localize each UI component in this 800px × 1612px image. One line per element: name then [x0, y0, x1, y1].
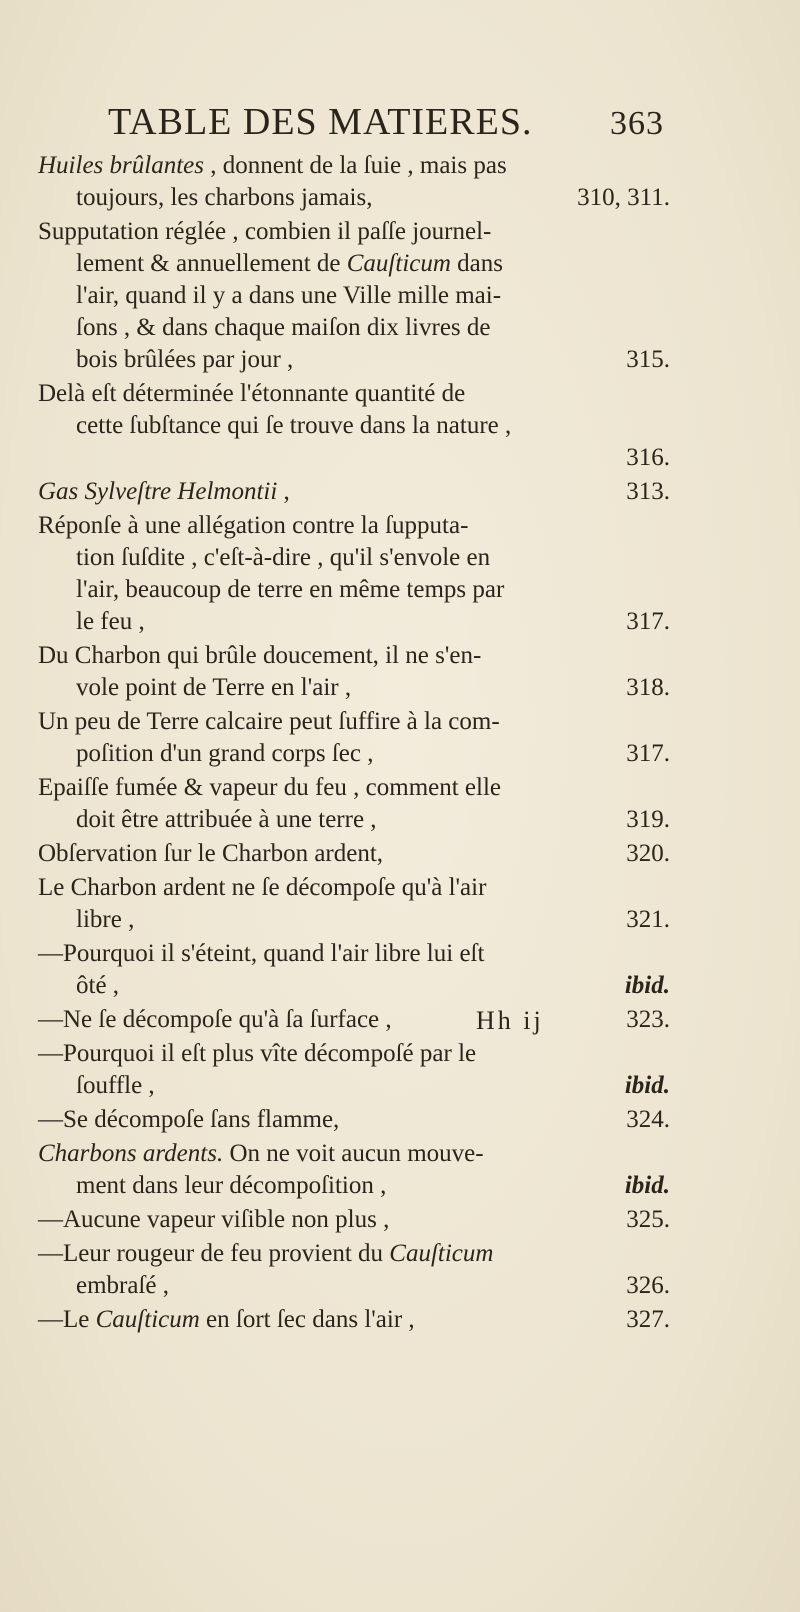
signature-mark: Hh ij	[476, 1006, 544, 1035]
entry-text: bois brûlées par jour ,	[76, 346, 294, 373]
entry-text: doit être attribuée à une terre ,	[76, 806, 377, 833]
index-entry	[38, 872, 670, 936]
entry-text: Supputation réglée , combien il paſſe journel-	[38, 218, 492, 245]
entry-text: Réponſe à une allégation contre la ſupputa-	[38, 512, 469, 539]
entry-text: Un peu de Terre calcaire peut ſuffire à la com-	[38, 708, 500, 735]
entry-page-ref: 327.	[626, 1306, 670, 1333]
entry-text: Huiles brûlantes , donnent de la ſuie , mais pas	[38, 152, 507, 179]
entry-text: —Ne ſe décompoſe qu'à ſa ſurface ,	[38, 1006, 392, 1033]
entry-page-ref: 318.	[626, 674, 670, 701]
index-entry	[38, 1204, 670, 1236]
entry-text: —Aucune vapeur viſible non plus ,	[38, 1206, 390, 1233]
entry-page-ref: 321.	[626, 906, 670, 933]
entry-page-ref: 320.	[626, 840, 670, 867]
entry-text: —Leur rougeur de feu provient du Cauſticum	[38, 1240, 494, 1267]
entry-text: Delà eſt déterminée l'étonnante quantité de	[38, 380, 466, 407]
entry-text: —Le Cauſticum en ſort ſec dans l'air ,	[38, 1306, 415, 1333]
index-entry	[38, 216, 670, 376]
index-entry	[38, 938, 670, 1002]
entry-page-ref: ibid.	[624, 972, 670, 999]
entry-text: Epaiſſe fumée & vapeur du feu , comment elle	[38, 774, 502, 801]
entry-text: lement & annuellement de Cauſticum dans	[76, 250, 503, 277]
entry-text: le feu ,	[76, 608, 145, 635]
index-entry	[38, 378, 670, 474]
entry-page-ref: 313.	[626, 478, 670, 505]
index-entry	[38, 476, 670, 508]
entry-page-ref: 323.	[626, 1006, 670, 1033]
entry-text: vole point de Terre en l'air ,	[76, 674, 352, 701]
entry-text: Obſervation ſur le Charbon ardent,	[38, 840, 384, 867]
entry-text: ſons , & dans chaque maiſon dix livres de	[76, 314, 491, 341]
entry-text: l'air, quand il y a dans une Ville mille mai-	[76, 282, 502, 309]
entry-text: ſouffle ,	[76, 1072, 155, 1099]
index-entry	[38, 706, 670, 770]
entry-text: libre ,	[76, 906, 135, 933]
entry-page-ref: 326.	[626, 1272, 670, 1299]
entry-page-ref: ibid.	[624, 1072, 670, 1099]
entry-text: embraſé ,	[76, 1272, 170, 1299]
entry-text: ment dans leur décompoſition ,	[76, 1172, 387, 1199]
entry-text: Charbons ardents. On ne voit aucun mouve-	[38, 1140, 484, 1167]
entry-text: —Se décompoſe ſans flamme,	[38, 1106, 340, 1133]
entry-text: Gas Sylveſtre Helmontii ,	[38, 478, 290, 505]
page-number: 363	[610, 105, 664, 142]
index-entry	[38, 838, 670, 870]
index-entry	[38, 1104, 670, 1136]
index-entry	[38, 150, 670, 214]
index-entry	[38, 510, 670, 638]
entry-text: Le Charbon ardent ne ſe décompoſe qu'à l'air	[38, 874, 487, 901]
entry-page-ref: 317.	[626, 608, 670, 635]
header-title: TABLE DES MATIERES.	[108, 101, 533, 143]
entry-page-ref: 310, 311.	[577, 184, 670, 211]
entry-page-ref: 315.	[626, 346, 670, 373]
entry-text: —Pourquoi il s'éteint, quand l'air libre lui eſt	[38, 940, 485, 967]
index-entry	[38, 1238, 670, 1302]
index-entry	[38, 640, 670, 704]
entry-page-ref: 319.	[626, 806, 670, 833]
entry-text: cette ſubſtance qui ſe trouve dans la nature ,	[76, 412, 512, 439]
entry-text: ôté ,	[76, 972, 120, 999]
entry-page-ref: 316.	[626, 444, 670, 471]
entry-text: l'air, beaucoup de terre en même temps par	[76, 576, 505, 603]
index-entry	[38, 1138, 670, 1202]
entry-text: tion ſuſdite , c'eſt-à-dire , qu'il s'envole en	[76, 544, 491, 571]
entry-text: —Pourquoi il eſt plus vîte décompoſé par le	[38, 1040, 477, 1067]
index-entries	[38, 150, 670, 1338]
index-entry	[38, 1004, 670, 1036]
entry-text: poſition d'un grand corps ſec ,	[76, 740, 374, 767]
running-header	[108, 100, 664, 150]
entry-page-ref: 325.	[626, 1206, 670, 1233]
entry-text: toujours, les charbons jamais,	[76, 184, 373, 211]
entry-page-ref: ibid.	[624, 1172, 670, 1199]
entry-page-ref: 324.	[626, 1106, 670, 1133]
index-entry	[38, 1038, 670, 1102]
index-entry	[38, 772, 670, 836]
index-entry	[38, 1304, 670, 1336]
entry-text: Du Charbon qui brûle doucement, il ne s'en-	[38, 642, 482, 669]
entry-page-ref: 317.	[626, 740, 670, 767]
